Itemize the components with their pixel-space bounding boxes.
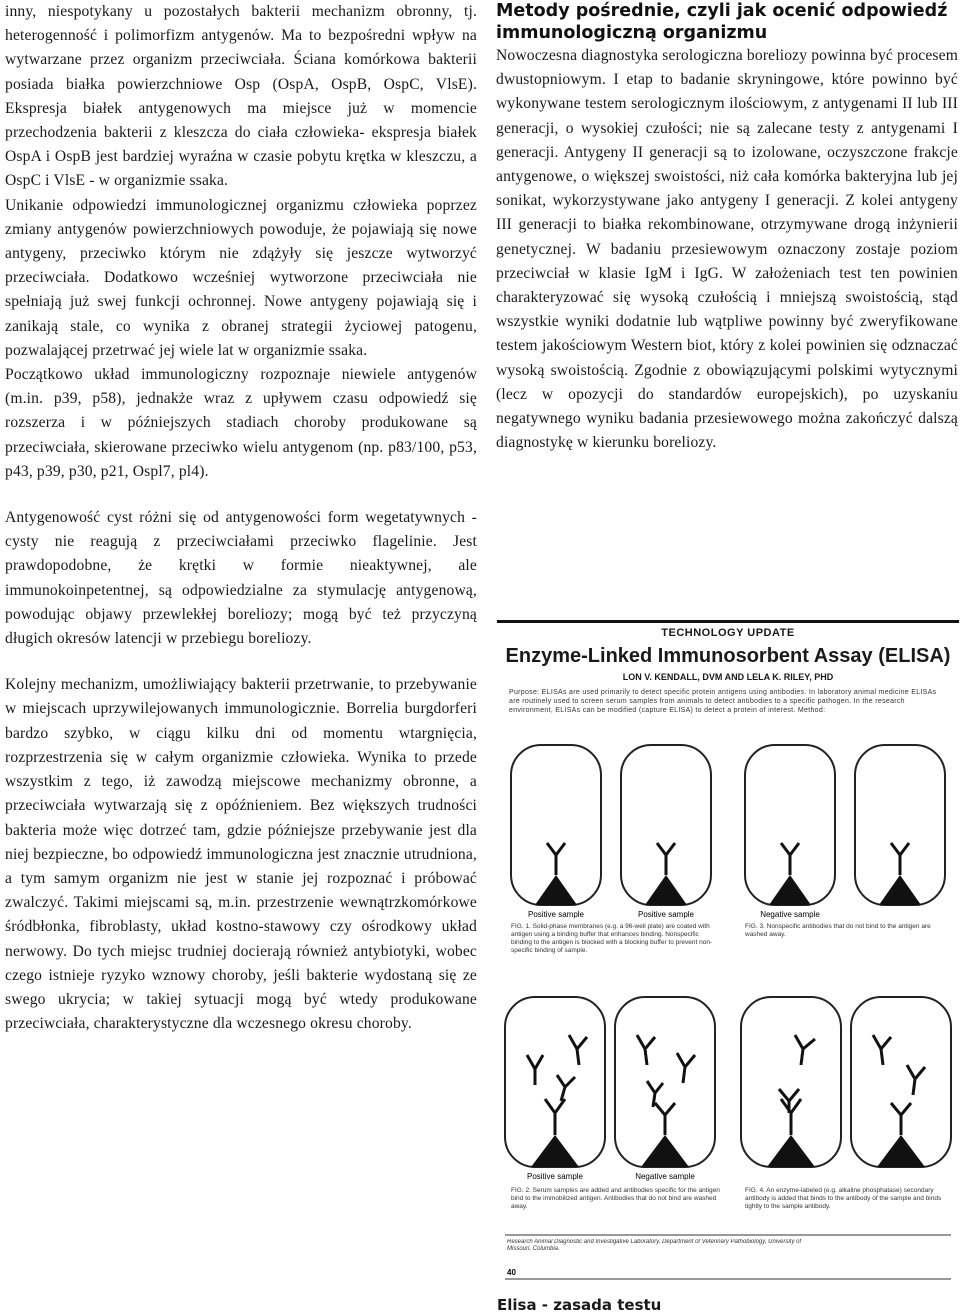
well-top-4 [855, 745, 945, 905]
fig2-caption: FIG. 2. Serum samples are added and antibodies specific for the antigen bind to the immobilized antigen. Antibodies that do not bind are washed away. [511, 1187, 720, 1210]
label-positive-3: Positive sample [526, 1172, 584, 1181]
section-heading: Metody pośrednie, czyli jak ocenić odpowiedź immunologiczną organizmu [496, 1, 948, 43]
figure-page-number: 40 [507, 1268, 516, 1277]
paragraph-diagnostics: Nowoczesna diagnostyka serologiczna boreliozy powinna być procesem dwustopniowym. I etap to badanie skryningowe, które powinno być wykonywane testem serologicznym ilościowym, z antygenami II lub III generacji, o wysokiej czułości; nie są zalecane testy z antygenami I generacji. Antygeny II generacji są to izolowane, oczyszczone frakcje antygenowe, o większej swoistości, niż cała komórka bakteryjna lub jej sonikat, wykorzystywane jako antygeny I generacji. Z kolei antygeny III generacji to białka rekombinowane, otrzymywane drogą inżynierii genetycznej. W badaniu przesiewowym oznaczony zostaje poziom przeciwciał w klasie IgM i IgG. W założeniach test ten powinien charakteryzować się wysoką czułością i mniejszą swoistością, stąd wszystkie wyniki dodatnie lub wątpliwe powinny być zweryfikowane testem jakościowym Western biot, który z kolei powinien się odznaczać wysoką swoistością. Zgodnie z obowiązującymi polskimi wytycznymi (lecz w opozycji do standardów europejskich), po uzyskaniu negatywnego wyniku badania przesiewowego można zakończyć dalszą diagnostykę w kierunku boreliozy. [496, 47, 958, 452]
elisa-diagram [497, 735, 959, 1295]
figure-authors: LON V. KENDALL, DVM AND LELA K. RILEY, PHD [622, 672, 834, 682]
elisa-figure [497, 620, 959, 1293]
well-bottom-2 [615, 997, 715, 1167]
label-positive-2: Positive sample [637, 910, 695, 919]
left-column [5, 0, 477, 1036]
label-negative-1: Negative sample [760, 910, 820, 919]
right-column [496, 0, 958, 455]
figure-purpose: Purpose: ELISAs are used primarily to detect specific protein antigens using antibodies. In laboratory animal medicine ELISAs are routinely used to screen serum samples from animals to detect antibodies to a specific pathogen. In the research environment, ELISAs can be modified (capture ELISA) to detect a protein of interest. Method: [509, 689, 937, 714]
well-bottom-3 [741, 997, 841, 1167]
paragraph-cyst-antigenicity: Antygenowość cyst różni się od antygenowości form wegetatywnych - cysty nie reagują z przeciwciałami przeciwko flagelinie. Jest prawdopodobne, że krętki w formie nieaktywnej, ale immunokoinpetentnej, są odpowiedzialne za stymulację antygenową, powodując objawy przewlekłej boreliozy; mogą być też przyczyną długich okresów latencji w przebiegu boreliozy. [5, 509, 477, 648]
figure-footer: Research Animal Diagnostic and Investigative Laboratory, Department of Veterinary Pathobiology, University of Missouri, Columbia. [507, 1239, 802, 1252]
figure-title: Enzyme-Linked Immunosorbent Assay (ELISA) [505, 645, 951, 667]
label-positive-1: Positive sample [527, 910, 585, 919]
fig1-caption: FIG. 1. Solid-phase membranes (e.g. a 96-well plate) are coated with antigen using a binding buffer that enhances binding. Nonspecific binding to the antigen is blocked with a blocking buffer to prevent non-specific binding of sample. [511, 923, 713, 954]
figure-header: TECHNOLOGY UPDATE [661, 627, 795, 639]
figure-caption: Elisa - zasada testu [497, 1296, 662, 1314]
fig4-caption: FIG. 4. An enzyme-labeled (e.g. alkaline phosphatase) secondary antibody is added that binds to the antibody of the sample and binds tightly to the sample antibody. [745, 1187, 942, 1210]
well-top-2 [621, 745, 711, 905]
well-bottom-4 [851, 997, 951, 1167]
well-bottom-1 [505, 997, 605, 1167]
well-top-3 [745, 745, 835, 905]
paragraph-privileged-sites: Kolejny mechanizm, umożliwiający bakterii przetrwanie, to przebywanie w miejscach uprzywilejowanych immunologicznie. Borrelia burgdorferi bardzo szybko, w ciągu kilku dni od momentu wtargnięcia, rozprzestrzenia się w całym organizmie człowieka. Wynika to przede wszystkim z tego, iż zawodzą miejscowe mechanizmy obronne, a przeciwciała wytwarzają się z opóźnieniem. Bez większych trudności bakteria może więc dotrzeć tam, gdzie późniejsze przebywanie jest dla niej bezpieczne, bo odpowiedź immunologiczna jest znacznie utrudniona, a tym samym organizm nie jest w stanie jej rozpoznać i próbować zwalczyć. Takimi miejscami są, m.in. przestrzenie wewnątrzkomórkowe śródbłonka, fibroblasty, układ kostno-stawowy czy ośrodkowy układ nerwowy. Do tych miejsc trudniej docierają również antybiotyki, wobec czego istnieje ryzyko wznowy choroby, jeśli bakterie wydostaną się ze swego ukrycia; w takiej sytuacji mogą być wtedy produkowane przeciwciała, charakterystyczne dla wczesnego okresu choroby. [5, 676, 477, 1033]
paragraph-initial-recognition: Początkowo układ immunologiczny rozpoznaje niewiele antygenów (m.in. p39, p58), jednakże wraz z upływem czasu odpowiedź się rozszerza i w późniejszych stadiach choroby produkowane są przeciwciała, skierowane przeciwko wielu antygenom (np. p83/100, p53, p43, p39, p30, p21, Ospl7, pl4). [5, 366, 477, 480]
paragraph-immune-evasion: Unikanie odpowiedzi immunologicznej organizmu człowieka poprzez zmiany antygenów powierzchniowych powoduje, że pojawiają się nowe antygeny, przeciwko którym nie zdążyły się jeszcze wytworzyć przeciwciała. Dodatkowo wcześniej wytworzone przeciwciała nie spełniają już swej funkcji ochronnej. Nowe antygeny pojawiają się i zanikają stale, co wynika z obranej strategii życiowej patogenu, pozwalającej przetrwać jej wiele lat w organizmie ssaka. [5, 196, 477, 359]
fig3-caption: FIG. 3. Nonspecific antibodies that do not bind to the antigen are washed away. [745, 923, 931, 938]
well-top-1 [511, 745, 601, 905]
paragraph-antigen-variation: inny, niespotykany u pozostałych bakterii mechanizm obronny, tj. heterogenność i polimorfizm antygenów. Ma to bezpośredni wpływ na wytwarzane przez organizm przeciwciała. Ściana komórkowa bakterii posiada białka powierzchniowe Osp (OspA, OspB, OspC, VlsE). Ekspresja białek antygenowych ma miejsce już w momencie przechodzenia bakterii z kleszcza do ciała człowieka- ekspresja białek OspA i OspB jest bardziej wyraźna w czasie pobytu krętka w kleszczu, a OspC i VlsE - w organizmie ssaka. [5, 3, 477, 190]
label-negative-2: Negative sample [635, 1172, 695, 1181]
